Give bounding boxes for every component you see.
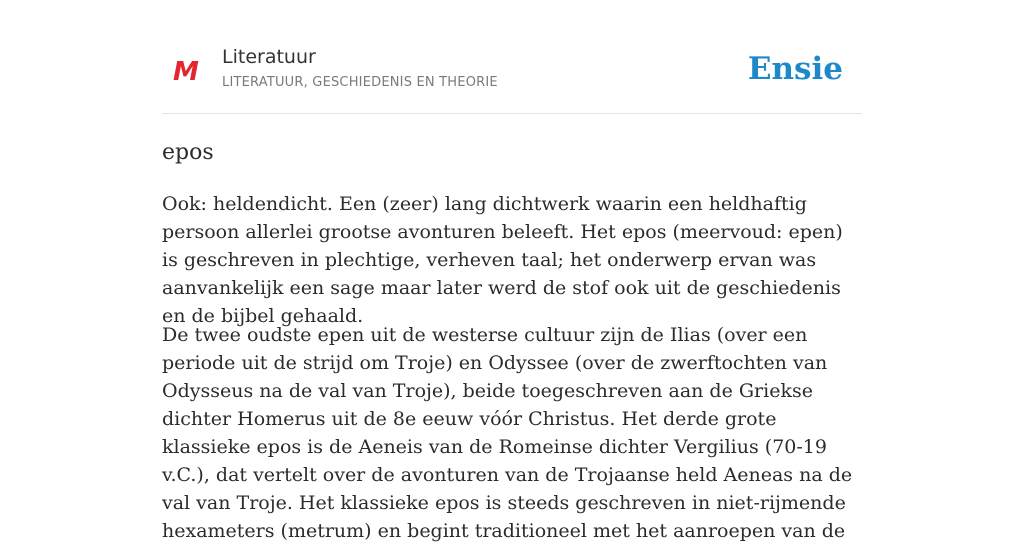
ensie-logo-link[interactable]: Ensie [747, 51, 843, 87]
entry-paragraph: Ook: heldendicht. Een (zeer) lang dichtwerk waarin een heldhaftig persoon allerlei grootse avonturen beleeft. Het epos (meervoud: epen) is geschreven in plechtige, verheven taal; het onderwerp ervan was aanvankelijk een sage maar later werd de stof ook uit de geschiedenis en de bijbel gehaald. [162, 193, 843, 327]
header [162, 0, 862, 114]
book-logo-icon[interactable]: M [173, 57, 198, 87]
entry-title: epos [162, 140, 214, 165]
entry-paragraph: De twee oudste epen uit de westerse cultuur zijn de Ilias (over een periode uit de strijd om Troje) en Odyssee (over de zwerftochten van Odysseus na de val van Troje), beide toegeschreven aan de Griekse dichter Homerus uit de 8e eeuw vóór Christus. Het derde grote klassieke epos is de Aeneis van de Romeinse dichter Vergilius (70-19 v.C.), dat vertelt over de avonturen van de Trojaanse held Aeneas na de val van Troje. Het klassieke epos is steeds geschreven in niet-rijmende hexameters (metrum) en begint traditioneel met het aanroepen van de [162, 324, 853, 542]
book-title[interactable]: Literatuur [222, 46, 316, 68]
book-subtitle: LITERATUUR, GESCHIEDENIS EN THEORIE [222, 75, 498, 90]
page-container [162, 0, 862, 542]
